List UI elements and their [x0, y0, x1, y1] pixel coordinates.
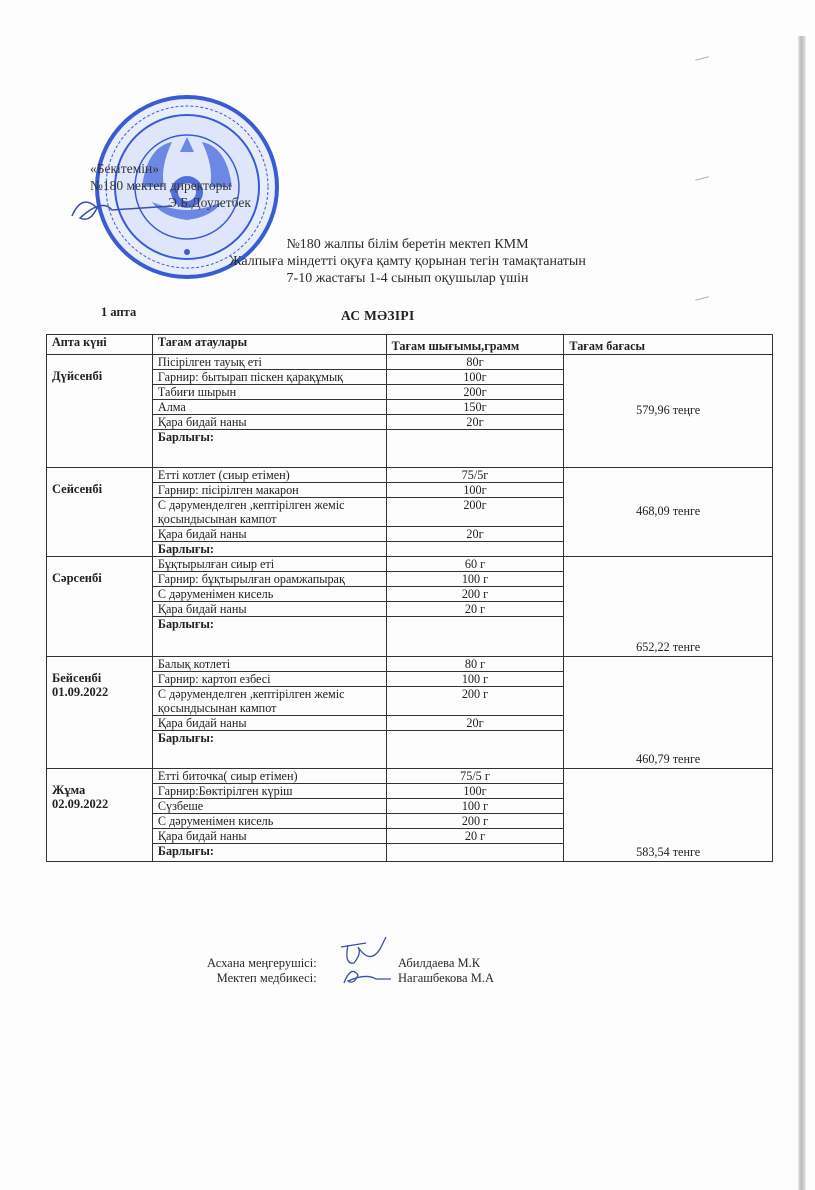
dish-name: Балық котлеті [152, 657, 386, 672]
total-label: Барлығы: [152, 542, 386, 557]
dish-name: Қара бидай наны [152, 829, 386, 844]
dish-output: 100 г [386, 572, 564, 587]
day-date: 01.09.2022 [52, 685, 109, 699]
day-cell [47, 557, 153, 657]
dish-output: 75/5 г [386, 769, 564, 784]
dish-output: 100г [386, 784, 564, 799]
table-row [47, 557, 773, 572]
dish-output: 150г [386, 400, 564, 415]
dish-name: Алма [152, 400, 386, 415]
scan-mark [695, 176, 709, 181]
table-row [47, 657, 773, 672]
signature-roles [207, 956, 317, 986]
dish-output: 200г [386, 498, 564, 527]
column-header-price: Тағам бағасы [564, 335, 773, 355]
document-header [0, 236, 815, 287]
dish-name: Сүзбеше [152, 799, 386, 814]
dish-name: Етті котлет (сиыр етімен) [152, 468, 386, 483]
dish-output: 200г [386, 385, 564, 400]
day-cell [47, 769, 153, 862]
dish-name: Пісірілген тауық еті [152, 355, 386, 370]
day-price: 583,54 тенге [564, 769, 773, 862]
header-audience: 7-10 жастағы 1-4 сынып оқушылар үшін [286, 271, 529, 286]
director-signature-icon [62, 188, 182, 228]
total-output-empty [386, 542, 564, 557]
total-output-empty [386, 844, 564, 862]
approval-title: «Бекітемін» [90, 161, 159, 176]
total-output-empty [386, 617, 564, 657]
table-row [47, 468, 773, 483]
menu-table [46, 334, 773, 862]
menu-title: АС МӘЗІРІ [341, 308, 415, 323]
day-price: 579,96 теңге [564, 355, 773, 468]
dish-name: Гарнир: пісірілген макарон [152, 483, 386, 498]
dish-name: Гарнир: картоп езбесі [152, 672, 386, 687]
header-subtitle: Жалпыға міндетті оқуға қамту қорынан тегін тамақтанатын [229, 254, 586, 269]
dish-name: Табиғи шырын [152, 385, 386, 400]
header-school: №180 жалпы білім беретін мектеп КММ [286, 237, 529, 252]
scan-page-edge [798, 36, 806, 1190]
signature-names [398, 956, 494, 986]
role-school-nurse: Мектеп медбикесі: [216, 971, 317, 985]
staff-signatures-icon [336, 935, 396, 990]
role-kitchen-manager: Асхана меңгерушісі: [207, 956, 317, 970]
dish-name: Қара бидай наны [152, 415, 386, 430]
dish-name: С дәруменделген ,кептірілген жеміс қосындысынан кампот [152, 498, 386, 527]
table-header-row [47, 335, 773, 355]
week-label: 1 апта [101, 305, 137, 319]
total-label: Барлығы: [152, 617, 386, 657]
approval-director-name: Э.Б.Доулетбек [168, 195, 251, 210]
dish-output: 75/5г [386, 468, 564, 483]
dish-output: 100 г [386, 799, 564, 814]
name-school-nurse: Нагашбекова М.А [398, 971, 494, 985]
dish-output: 200 г [386, 687, 564, 716]
dish-name: Етті биточка( сиыр етімен) [152, 769, 386, 784]
dish-name: С дәруменімен кисель [152, 814, 386, 829]
dish-name: Қара бидай наны [152, 716, 386, 731]
day-name: Жұма [52, 783, 86, 797]
dish-name: С дәруменімен кисель [152, 587, 386, 602]
column-header-dish: Тағам атаулары [152, 335, 386, 355]
scan-mark [695, 296, 709, 301]
total-label: Барлығы: [152, 731, 386, 769]
dish-output: 80г [386, 355, 564, 370]
total-output-empty [386, 430, 564, 468]
dish-output: 200 г [386, 814, 564, 829]
table-row [47, 355, 773, 370]
dish-output: 60 г [386, 557, 564, 572]
day-cell [47, 355, 153, 468]
column-header-day: Апта күні [47, 335, 153, 355]
scan-mark [695, 56, 709, 61]
total-label: Барлығы: [152, 844, 386, 862]
dish-output: 100 г [386, 672, 564, 687]
dish-name: Қара бидай наны [152, 602, 386, 617]
day-date: 02.09.2022 [52, 797, 109, 811]
dish-output: 200 г [386, 587, 564, 602]
day-name: Дүйсенбі [52, 369, 103, 383]
dish-name: Гарнир: бытырап піскен қарақұмық [152, 370, 386, 385]
dish-output: 20г [386, 527, 564, 542]
name-kitchen-manager: Абилдаева М.К [398, 956, 481, 970]
dish-name: Гарнир:Бөктірілген күріш [152, 784, 386, 799]
total-label: Барлығы: [152, 430, 386, 468]
dish-output: 20 г [386, 829, 564, 844]
day-price: 468,09 тенге [564, 468, 773, 557]
day-name: Бейсенбі [52, 671, 102, 685]
dish-output: 80 г [386, 657, 564, 672]
column-header-output: Тағам шығымы,грамм [386, 335, 564, 355]
dish-output: 20г [386, 716, 564, 731]
day-cell [47, 468, 153, 557]
dish-output: 20г [386, 415, 564, 430]
dish-output: 100г [386, 370, 564, 385]
table-row [47, 769, 773, 784]
day-name: Сәрсенбі [52, 571, 102, 585]
dish-name: Қара бидай наны [152, 527, 386, 542]
day-name: Сейсенбі [52, 482, 103, 496]
approval-position: №180 мектеп директоры [90, 178, 232, 193]
dish-name: Гарнир: бұқтырылған орамжапырақ [152, 572, 386, 587]
dish-name: Бұқтырылған сиыр еті [152, 557, 386, 572]
dish-output: 20 г [386, 602, 564, 617]
dish-output: 100г [386, 483, 564, 498]
day-price: 652,22 тенге [564, 557, 773, 657]
day-cell [47, 657, 153, 769]
total-output-empty [386, 731, 564, 769]
dish-name: С дәруменделген ,кептірілген жеміс қосындысынан кампот [152, 687, 386, 716]
day-price: 460,79 тенге [564, 657, 773, 769]
